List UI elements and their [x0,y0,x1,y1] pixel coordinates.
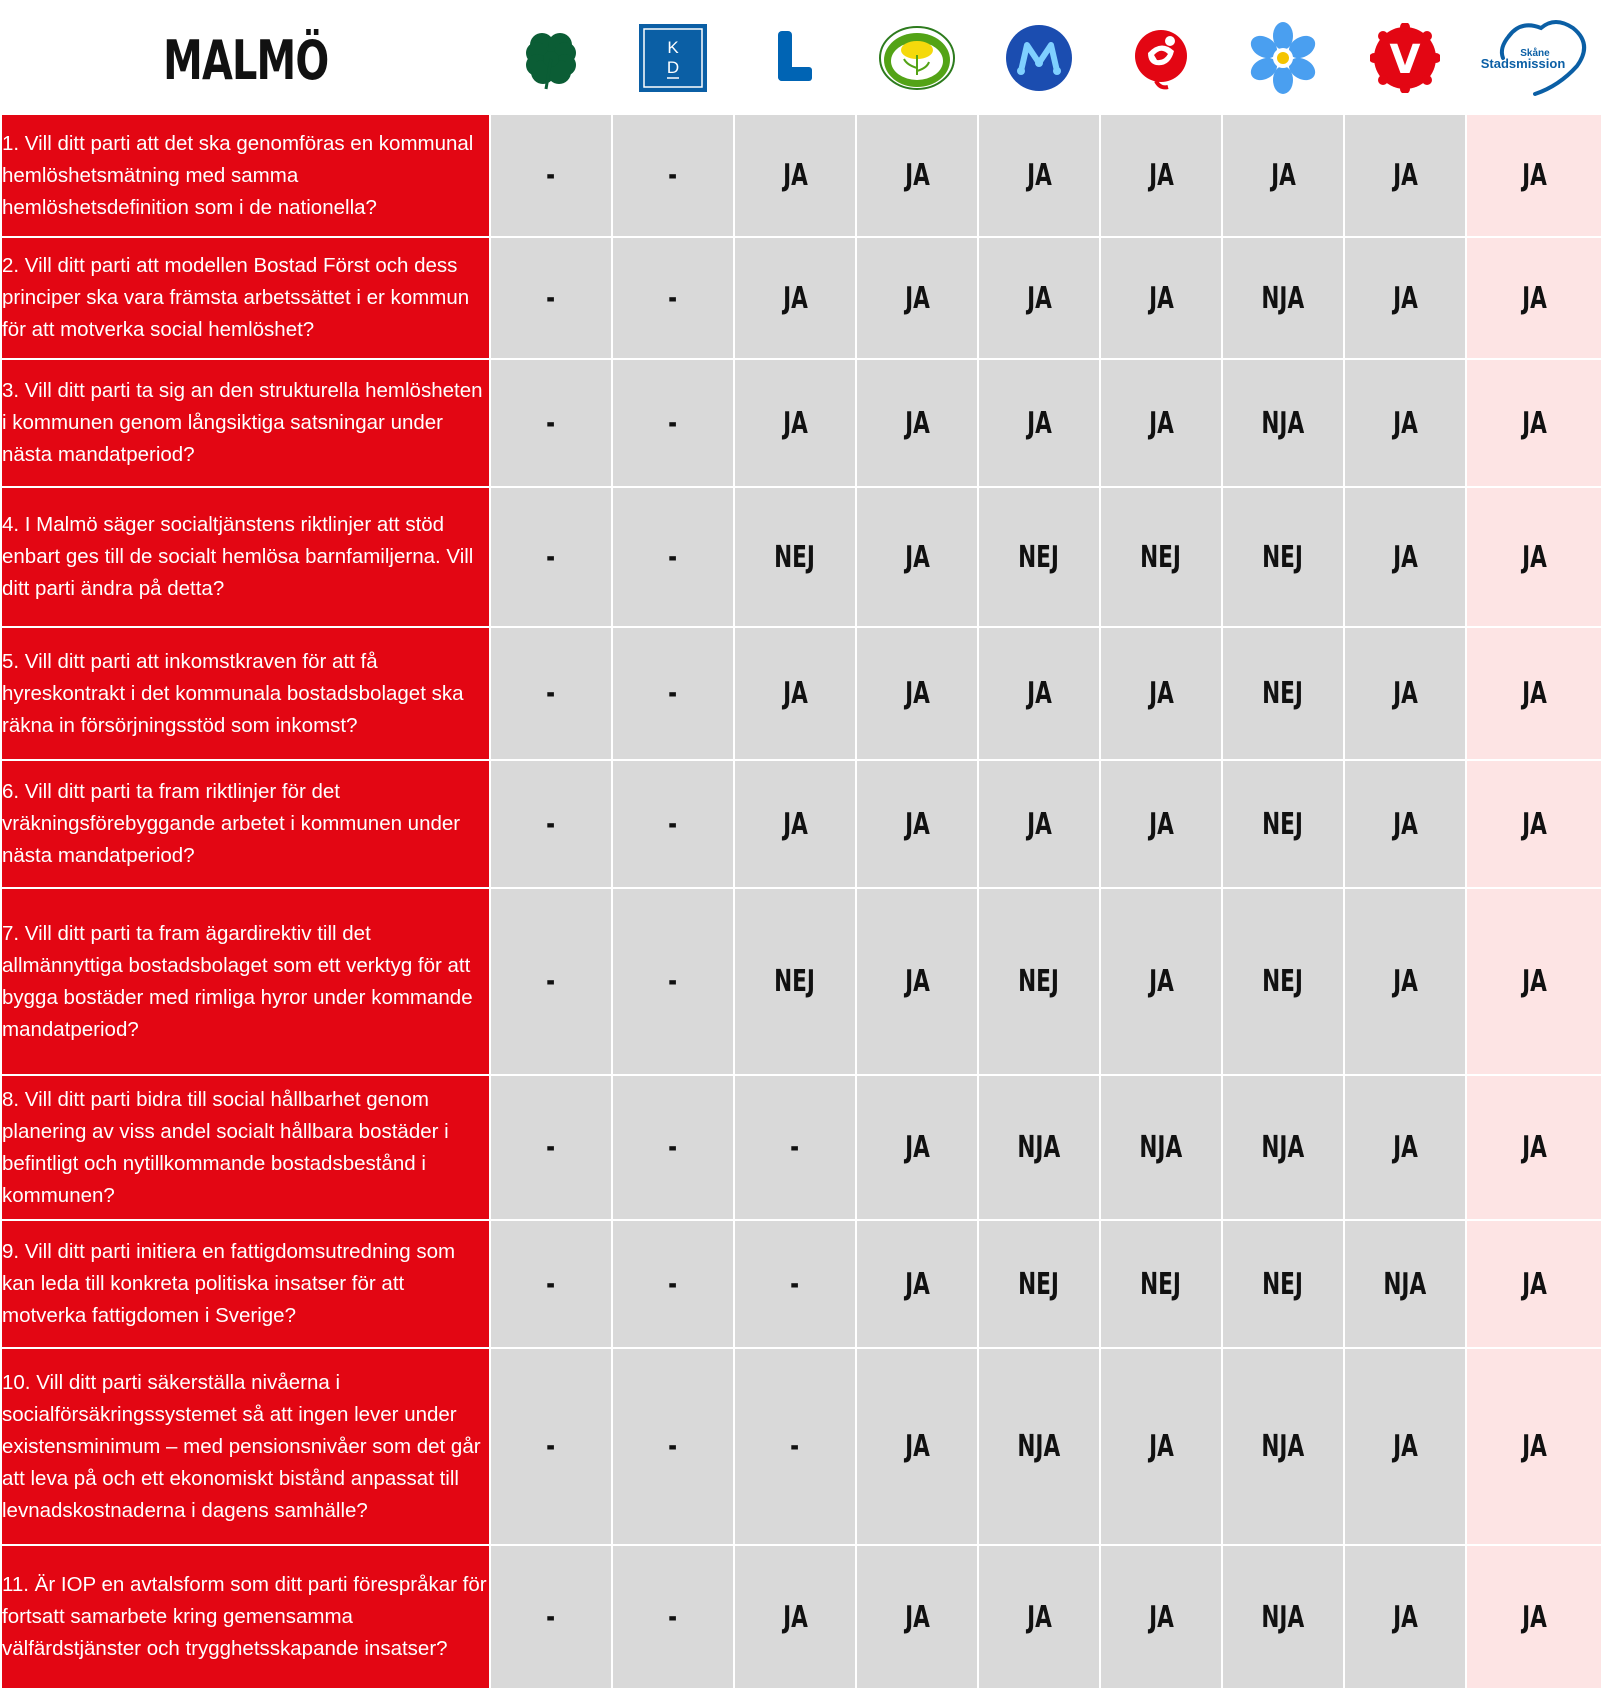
answer-text: JA [1521,1130,1547,1165]
answer-cell [612,1348,734,1545]
answer-cell [1344,359,1466,487]
answer-cell [490,1220,612,1348]
answer-text: JA [904,405,930,441]
answer-text: NJA [1139,1130,1183,1165]
question-cell: 8. Vill ditt parti bidra till social hållbarhet genom planering av viss andel socialt hållbara bostäder i befintligt och nytillkommande bostadsbestånd i kommunen? [1,1075,490,1220]
answer-cell [856,888,978,1075]
answer-text: NJA [1261,405,1305,441]
party-logo-3 [734,1,856,114]
answer-cell [734,1220,856,1348]
answer-text: JA [1521,158,1547,193]
answer-text: JA [1026,676,1052,711]
answer-cell [856,114,978,237]
party-logo-5 [978,1,1100,114]
answer-text: JA [1392,1130,1418,1165]
answer-cell [612,1220,734,1348]
answer-cell [856,237,978,359]
answer-text: JA [1392,676,1418,711]
answer-text: - [546,1429,556,1464]
answer-text: JA [1148,964,1174,999]
answer-cell [734,627,856,760]
answer-text: JA [904,1429,930,1464]
answer-cell [1466,627,1602,760]
kd-logo-bottom-text: D [666,57,680,77]
answer-text: JA [782,676,808,711]
party-logo-9 [1466,1,1602,114]
answer-cell [1344,237,1466,359]
answer-text: - [790,1266,800,1302]
question-cell: 7. Vill ditt parti ta fram ägardirektiv till det allmännyttiga bostadsbolaget som ett verktyg för att bygga bostäder med rimliga hyror under kommande mandatperiod? [1,888,490,1075]
answer-text: JA [904,964,930,999]
answer-text: NEJ [1262,676,1304,711]
answer-cell [490,1348,612,1545]
v-logo-icon [1370,23,1440,93]
table-row [1,359,1602,487]
answer-text: NJA [1261,1429,1305,1464]
kd-logo-icon [638,23,708,93]
answer-cell [1466,114,1602,237]
answer-cell [978,1545,1100,1689]
answer-cell [1222,114,1344,237]
kd-logo-top-text: K [667,37,679,57]
answer-cell [734,114,856,237]
table-row [1,888,1602,1075]
answer-text: NEJ [1018,964,1060,999]
answer-cell [490,359,612,487]
table-row [1,1545,1602,1689]
dandelion-logo-icon [877,23,957,93]
answer-text: - [668,405,678,441]
answer-text: NJA [1261,1599,1305,1635]
table-row [1,1075,1602,1220]
answer-text: JA [904,539,930,575]
answer-text: - [668,1130,678,1165]
answer-text: - [546,1266,556,1302]
rose-logo-icon [1126,23,1196,93]
answer-text: NEJ [1018,1266,1060,1302]
answer-cell [978,888,1100,1075]
answer-text: JA [1148,1599,1174,1635]
answer-text: - [668,676,678,711]
answer-cell [1222,760,1344,888]
answer-cell [856,487,978,627]
answer-text: JA [1026,405,1052,441]
answer-text: - [546,539,556,575]
answer-cell [1222,1075,1344,1220]
party-logo-6 [1100,1,1222,114]
answer-cell [1222,359,1344,487]
answer-text: JA [1392,158,1418,193]
answer-text: - [546,405,556,441]
answer-text: JA [904,1599,930,1635]
answer-cell [1222,627,1344,760]
answer-cell [1100,888,1222,1075]
answer-cell [734,1075,856,1220]
answer-cell [612,1545,734,1689]
answer-text: JA [904,676,930,711]
answer-cell [1100,359,1222,487]
answer-cell [1100,487,1222,627]
answer-cell [490,1075,612,1220]
table-row [1,627,1602,760]
table-row [1,1348,1602,1545]
table-row [1,760,1602,888]
answer-text: JA [782,806,808,842]
answer-cell [612,627,734,760]
answer-text: NJA [1017,1130,1061,1165]
answer-text: JA [904,1130,930,1165]
answer-text: JA [1521,405,1547,441]
answer-cell [1344,760,1466,888]
question-cell: 11. Är IOP en avtalsform som ditt parti förespråkar för fortsatt samarbete kring gemensamma välfärdstjänster och trygghetsskapande insatser? [1,1545,490,1689]
answer-text: NEJ [1262,539,1304,575]
answer-text: JA [1148,405,1174,441]
answer-text: NJA [1383,1266,1427,1302]
stadsmission-logo-top-text: Skåne [1520,47,1550,59]
question-cell: 2. Vill ditt parti att modellen Bostad Först och dess principer ska vara främsta arbetssättet i er kommun för att motverka social hemlöshet? [1,237,490,359]
answer-cell [856,1545,978,1689]
answer-text: JA [1521,1266,1547,1302]
answer-text: JA [1270,158,1296,193]
answer-text: - [668,1599,678,1635]
answer-cell [978,1220,1100,1348]
answer-cell [1100,760,1222,888]
answer-cell [978,1348,1100,1545]
answer-cell [1100,1348,1222,1545]
answer-text: JA [1392,405,1418,441]
answer-cell [1222,1545,1344,1689]
answer-cell [734,487,856,627]
question-cell: 6. Vill ditt parti ta fram riktlinjer för det vräkningsförebyggande arbetet i kommunen under nästa mandatperiod? [1,760,490,888]
answer-cell [1222,1220,1344,1348]
answer-cell [1466,1220,1602,1348]
answer-cell [1344,1075,1466,1220]
answer-text: JA [1521,280,1547,316]
answer-cell [734,1348,856,1545]
answer-text: - [668,280,678,316]
answer-text: JA [1392,806,1418,842]
answer-cell [978,1075,1100,1220]
answer-text: JA [904,158,930,193]
party-logo-1 [490,1,612,114]
answer-text: - [546,280,556,316]
answer-cell [856,627,978,760]
answer-text: - [546,964,556,999]
title-cell [1,1,490,114]
answer-cell [1100,237,1222,359]
answer-cell [1100,627,1222,760]
party-logo-7 [1222,1,1344,114]
answer-cell [612,888,734,1075]
answer-cell [1100,114,1222,237]
party-logo-2 [612,1,734,114]
answer-cell [490,114,612,237]
answer-cell [1100,1545,1222,1689]
answer-cell [490,1545,612,1689]
answer-cell [490,487,612,627]
party-logo-8 [1344,1,1466,114]
answer-text: JA [782,280,808,316]
answer-cell [1100,1220,1222,1348]
answer-text: JA [1521,676,1547,711]
answer-text: JA [1026,280,1052,316]
answer-cell [490,760,612,888]
answer-text: JA [1148,806,1174,842]
answer-cell [856,1348,978,1545]
answer-text: - [546,676,556,711]
answer-text: JA [1521,1599,1547,1635]
answer-cell [978,487,1100,627]
answer-text: - [546,158,556,193]
answer-text: NEJ [1262,806,1304,842]
question-cell: 3. Vill ditt parti ta sig an den strukturella hemlösheten i kommunen genom långsiktiga satsningar under nästa mandatperiod? [1,359,490,487]
answer-text: JA [1148,280,1174,316]
answer-text: JA [1521,539,1547,575]
liberal-l-logo-icon [760,23,830,93]
answer-text: NEJ [1140,539,1182,575]
answer-cell [490,237,612,359]
moderate-m-logo-icon [1004,23,1074,93]
answer-cell [978,760,1100,888]
answer-text: JA [1026,806,1052,842]
answer-cell [978,359,1100,487]
answer-cell [1222,888,1344,1075]
answer-text: JA [1392,280,1418,316]
answer-text: NJA [1261,280,1305,316]
answer-text: JA [782,405,808,441]
answer-cell [1344,1545,1466,1689]
answer-text: JA [904,1266,930,1302]
answer-cell [612,1075,734,1220]
answer-text: NJA [1017,1429,1061,1464]
answer-cell [1466,1348,1602,1545]
answer-cell [1222,237,1344,359]
answer-text: NEJ [1018,539,1060,575]
answer-cell [1344,487,1466,627]
answer-cell [1344,1220,1466,1348]
answer-cell [1466,359,1602,487]
answer-text: - [668,806,678,842]
answer-cell [490,627,612,760]
four-leaf-clover-icon [516,23,586,93]
answer-text: - [668,158,678,193]
answer-cell [734,760,856,888]
answer-cell [612,760,734,888]
answer-text: JA [1392,1599,1418,1635]
answer-cell [1344,1348,1466,1545]
answer-cell [856,1220,978,1348]
answer-text: - [668,539,678,575]
answer-cell [612,237,734,359]
answer-text: - [790,1429,800,1464]
answer-text: JA [904,806,930,842]
answer-text: JA [1148,1429,1174,1464]
answer-text: - [790,1130,800,1165]
answer-cell [1344,114,1466,237]
answer-text: JA [1026,1599,1052,1635]
answer-text: - [546,1130,556,1165]
answer-cell [1466,237,1602,359]
answer-text: NEJ [1262,1266,1304,1302]
answer-text: JA [1392,539,1418,575]
answer-cell [1466,487,1602,627]
question-cell: 4. I Malmö säger socialtjänstens riktlinjer att stöd enbart ges till de socialt hemlösa barnfamiljerna. Vill ditt parti ändra på detta? [1,487,490,627]
answer-cell [856,359,978,487]
answer-text: JA [1521,964,1547,999]
blue-flower-logo-icon [1245,21,1321,95]
heart-logo-icon [1469,18,1599,98]
party-logo-4 [856,1,978,114]
table-row [1,487,1602,627]
answer-text: JA [782,158,808,193]
answer-cell [978,237,1100,359]
table-row [1,114,1602,237]
question-cell: 5. Vill ditt parti att inkomstkraven för att få hyreskontrakt i det kommunala bostadsbolaget ska räkna in försörjningsstöd som inkomst? [1,627,490,760]
answer-cell [734,237,856,359]
table-row [1,1220,1602,1348]
answer-cell [1222,1348,1344,1545]
answer-text: NJA [1261,1130,1305,1165]
question-cell: 1. Vill ditt parti att det ska genomföras en kommunal hemlöshetsmätning med samma hemlöshetsdefinition som i de nationella? [1,114,490,237]
answer-cell [856,1075,978,1220]
page-title: MALMÖ [162,29,329,92]
answer-text: JA [1392,1429,1418,1464]
answer-cell [1222,487,1344,627]
answer-text: - [668,1429,678,1464]
answer-text: JA [1521,806,1547,842]
table-row [1,237,1602,359]
answer-cell [734,359,856,487]
answer-text: - [546,806,556,842]
answer-text: NEJ [774,539,816,575]
answer-cell [612,114,734,237]
answer-text: - [668,964,678,999]
question-cell: 10. Vill ditt parti säkerställa nivåerna i socialförsäkringssystemet så att ingen lever under existensminimum – med pensionsnivåer som det går att leva på och ett ekonomiskt bistånd anpassat till levnadskostnaderna i dagens samhälle? [1,1348,490,1545]
answer-text: NEJ [1140,1266,1182,1302]
answer-text: - [668,1266,678,1302]
answer-text: - [546,1599,556,1635]
answer-text: JA [904,280,930,316]
answer-text: JA [1148,158,1174,193]
answer-cell [1344,888,1466,1075]
answer-cell [612,487,734,627]
answer-cell [612,359,734,487]
answer-cell [1466,1545,1602,1689]
answer-cell [490,888,612,1075]
answer-cell [978,627,1100,760]
stadsmission-logo-bottom-text: Stadsmission [1480,55,1566,71]
answer-cell [1344,627,1466,760]
answer-text: NEJ [1262,964,1304,999]
answer-text: JA [1148,676,1174,711]
answer-cell [856,760,978,888]
answer-text: JA [782,1599,808,1635]
answer-cell [1466,760,1602,888]
answer-cell [1466,1075,1602,1220]
answer-cell [734,1545,856,1689]
answer-text: JA [1026,158,1052,193]
answer-cell [734,888,856,1075]
answer-text: JA [1392,964,1418,999]
v-logo-text: V [1389,36,1421,83]
header-row [1,1,1602,114]
question-cell: 9. Vill ditt parti initiera en fattigdomsutredning som kan leda till konkreta politiska insatser för att motverka fattigdomen i Sverige? [1,1220,490,1348]
answer-text: JA [1521,1429,1547,1464]
answer-cell [978,114,1100,237]
answer-text: NEJ [774,964,816,999]
answer-cell [1100,1075,1222,1220]
answer-cell [1466,888,1602,1075]
